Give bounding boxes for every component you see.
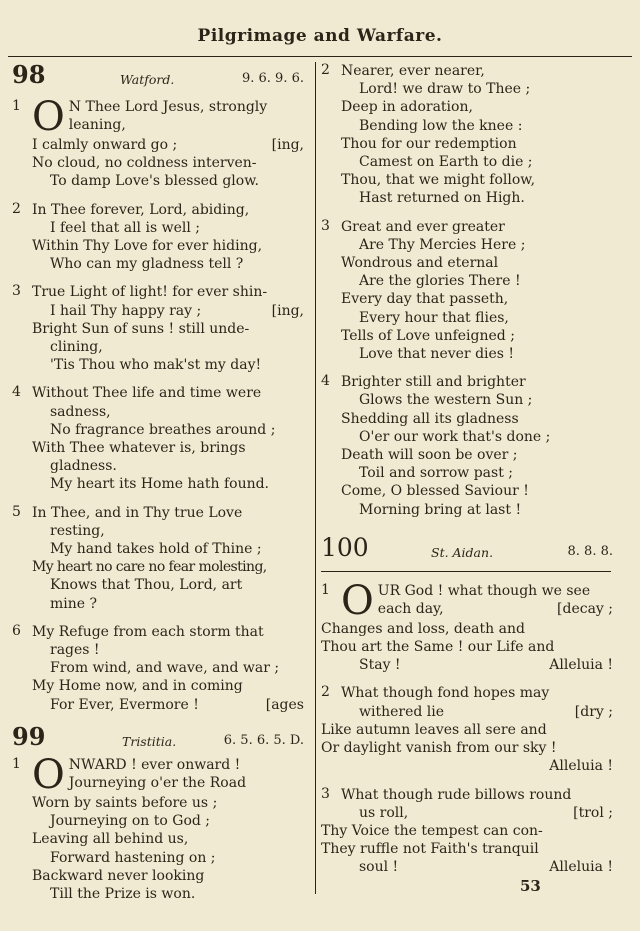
verse-line-carry: [trol ; (573, 804, 613, 821)
tune-name: Watford. (120, 72, 175, 87)
hymn-98-verse-4 (12, 384, 304, 493)
verse-line: Bending low the knee : (359, 117, 523, 134)
verse-line: Bright Sun of suns ! still unde- (32, 320, 250, 337)
verse-line: Deep in adoration, (341, 99, 473, 116)
verse-line: What though fond hopes may (341, 685, 550, 702)
verse-line: Backward never looking (32, 867, 205, 884)
verse-line: What though rude billows round (341, 786, 572, 803)
verse-line: My heart its Home hath found. (50, 476, 270, 493)
verse-number: 3 (12, 283, 21, 300)
drop-cap: O (32, 751, 65, 798)
verse-line: Wondrous and eternal (341, 255, 499, 272)
verse-line: Lord! we draw to Thee ; (359, 81, 531, 98)
verse-line: resting, (50, 522, 105, 539)
verse-line: In Thee, and in Thy true Love (32, 504, 243, 521)
tune-name: Tristitia. (122, 733, 177, 749)
verse-line: Alleluia ! (549, 758, 613, 775)
verse-number: 2 (321, 62, 330, 78)
verse-line: Are the glories There ! (359, 273, 521, 290)
verse-line: Are Thy Mercies Here ; (359, 236, 526, 253)
verse-line: N Thee Lord Jesus, strongly (68, 99, 268, 115)
hymn-99-verse-2 (321, 62, 613, 208)
verse-line: Journeying on to God ; (50, 813, 211, 830)
verse-line: Knows that Thou, Lord, art (50, 577, 243, 594)
verse-number: 1 (12, 98, 21, 114)
verse-line: For Ever, Evermore ! (50, 696, 199, 713)
verse-line: each day, (377, 601, 444, 618)
meter: 6. 5. 6. 5. D. (223, 732, 304, 748)
verse-line: gladness. (50, 458, 117, 475)
verse-number: 5 (12, 503, 21, 520)
verse-line-carry: [ing, (271, 302, 304, 319)
verse-line: To damp Love's blessed glow. (50, 173, 259, 190)
verse-line: Thou, that we might follow, (341, 172, 536, 189)
verse-line: Nearer, ever nearer, (341, 63, 485, 79)
verse-line: Camest on Earth to die ; (359, 154, 533, 171)
verse-line: No cloud, no coldness interven- (32, 155, 257, 172)
hymn-number: 100 (321, 532, 369, 562)
verse-line-carry: [ing, (271, 137, 304, 153)
verse-line-carry: [decay ; (557, 601, 613, 618)
verse-line: Or daylight vanish from our sky ! (321, 740, 557, 757)
verse-line: Shedding all its gladness (341, 410, 519, 427)
verse-line: They ruffle not Faith's tranquil (321, 841, 539, 858)
hymn-100-verse-3 (321, 786, 613, 877)
meter: 8. 8. 8. (567, 543, 613, 559)
verse-line: Worn by saints before us ; (32, 794, 218, 811)
hymn-99-verse-4 (321, 373, 613, 519)
verse-number: 4 (12, 384, 21, 401)
verse-number: 1 (321, 581, 330, 598)
verse-line: Thy Voice the tempest can con- (321, 822, 543, 839)
verse-line: I hail Thy happy ray ; (50, 302, 202, 319)
verse-line: Come, O blessed Saviour ! (341, 483, 529, 500)
verse-number: 2 (321, 684, 330, 701)
verse-line: My hand takes hold of Thine ; (50, 541, 262, 558)
verse-line: Glows the western Sun ; (359, 392, 533, 409)
verse-line: UR God ! what though we see (377, 582, 591, 599)
verse-line: Till the Prize is won. (50, 885, 196, 902)
verse-number: 4 (321, 373, 330, 390)
verse-line: NWARD ! ever onward ! (68, 756, 241, 773)
verse-number: 2 (12, 200, 21, 217)
verse-line: withered lie (359, 703, 445, 720)
verse-line: 'Tis Thou who mak'st my day! (50, 357, 262, 374)
verse-line: Without Thee life and time were (32, 385, 262, 402)
verse-number: 3 (321, 785, 330, 802)
hymn-98-verse-5 (12, 504, 304, 613)
column-divider (315, 62, 316, 894)
verse-line: Hast returned on High. (359, 190, 525, 207)
hymn-98-verse-3 (12, 283, 304, 374)
verse-line: My Refuge from each storm that (32, 623, 264, 640)
verse-line: Journeying o'er the Road (68, 775, 247, 792)
hymn-98-verse-6 (12, 623, 304, 714)
verse-line: Stay ! (359, 657, 401, 674)
verse-line-carry: Alleluia ! (549, 859, 613, 876)
verse-line: Changes and loss, death and (321, 620, 525, 637)
header-rule (8, 56, 632, 57)
hymn-100-verse-1 (321, 577, 613, 675)
hymn-number: 99 (12, 721, 46, 751)
page-number: 53 (520, 877, 541, 895)
verse-line: Toil and sorrow past ; (359, 465, 514, 482)
drop-cap: O (341, 577, 374, 624)
hymn-100-rule (321, 571, 611, 572)
verse-line: With Thee whatever is, brings (32, 440, 246, 457)
verse-line: Great and ever greater (341, 218, 505, 235)
tune-name: St. Aidan. (431, 544, 494, 560)
verse-line-carry: Alleluia ! (549, 657, 613, 674)
hymn-98-verse-1 (12, 94, 304, 191)
verse-line: Tells of Love unfeigned ; (341, 327, 515, 344)
verse-line: My Home now, and in coming (32, 678, 243, 695)
verse-line: Forward hastening on ; (50, 849, 216, 866)
verse-line: O'er our work that's done ; (359, 428, 551, 445)
verse-line: Within Thy Love for ever hiding, (32, 238, 263, 255)
drop-cap: O (32, 94, 65, 140)
verse-line: sadness, (50, 403, 111, 420)
verse-line: Leaving all behind us, (32, 831, 189, 848)
verse-line: us roll, (359, 804, 409, 821)
verse-line: My heart no care no fear molesting, (32, 559, 267, 576)
verse-line: In Thee forever, Lord, abiding, (32, 201, 250, 218)
verse-line: I calmly onward go ; (32, 137, 178, 153)
verse-line-carry: [dry ; (574, 703, 613, 720)
verse-line: No fragrance breathes around ; (50, 421, 276, 438)
verse-line: Like autumn leaves all sere and (321, 721, 547, 738)
right-column (321, 62, 613, 887)
verse-line: Brighter still and brighter (341, 374, 526, 391)
verse-line-carry: [ages (265, 696, 304, 713)
page-header: Pilgrimage and Warfare. (197, 26, 443, 46)
left-column (12, 62, 304, 913)
meter: 9. 6. 9. 6. (241, 71, 304, 86)
verse-line: soul ! (359, 859, 399, 876)
verse-line: Death will soon be over ; (341, 447, 518, 464)
hymn-number: 98 (12, 60, 46, 89)
verse-number: 3 (321, 217, 330, 234)
verse-line: leaning, (68, 117, 126, 134)
hymn-99-verse-1 (12, 751, 304, 903)
verse-line: Thou art the Same ! our Life and (321, 639, 555, 656)
verse-line: clining, (50, 339, 103, 356)
verse-line: Love that never dies ! (359, 346, 515, 363)
verse-number: 1 (12, 755, 21, 772)
verse-line: I feel that all is well ; (50, 219, 200, 236)
verse-line: mine ? (50, 595, 98, 612)
verse-line: Who can my gladness tell ? (50, 256, 244, 273)
verse-line: From wind, and wave, and war ; (50, 660, 280, 677)
verse-line: Every hour that flies, (359, 309, 509, 326)
verse-line: Thou for our redemption (341, 135, 517, 152)
hymn-100-verse-2 (321, 684, 613, 775)
hymn-98-verse-2 (12, 201, 304, 274)
verse-line: True Light of light! for ever shin- (32, 284, 268, 301)
verse-number: 6 (12, 622, 21, 639)
hymn-99-verse-3 (321, 218, 613, 364)
hymn-98-heading (12, 62, 304, 98)
verse-line: rages ! (50, 642, 100, 659)
verse-line: Morning bring at last ! (359, 501, 522, 518)
verse-line: Every day that passeth, (341, 291, 509, 308)
